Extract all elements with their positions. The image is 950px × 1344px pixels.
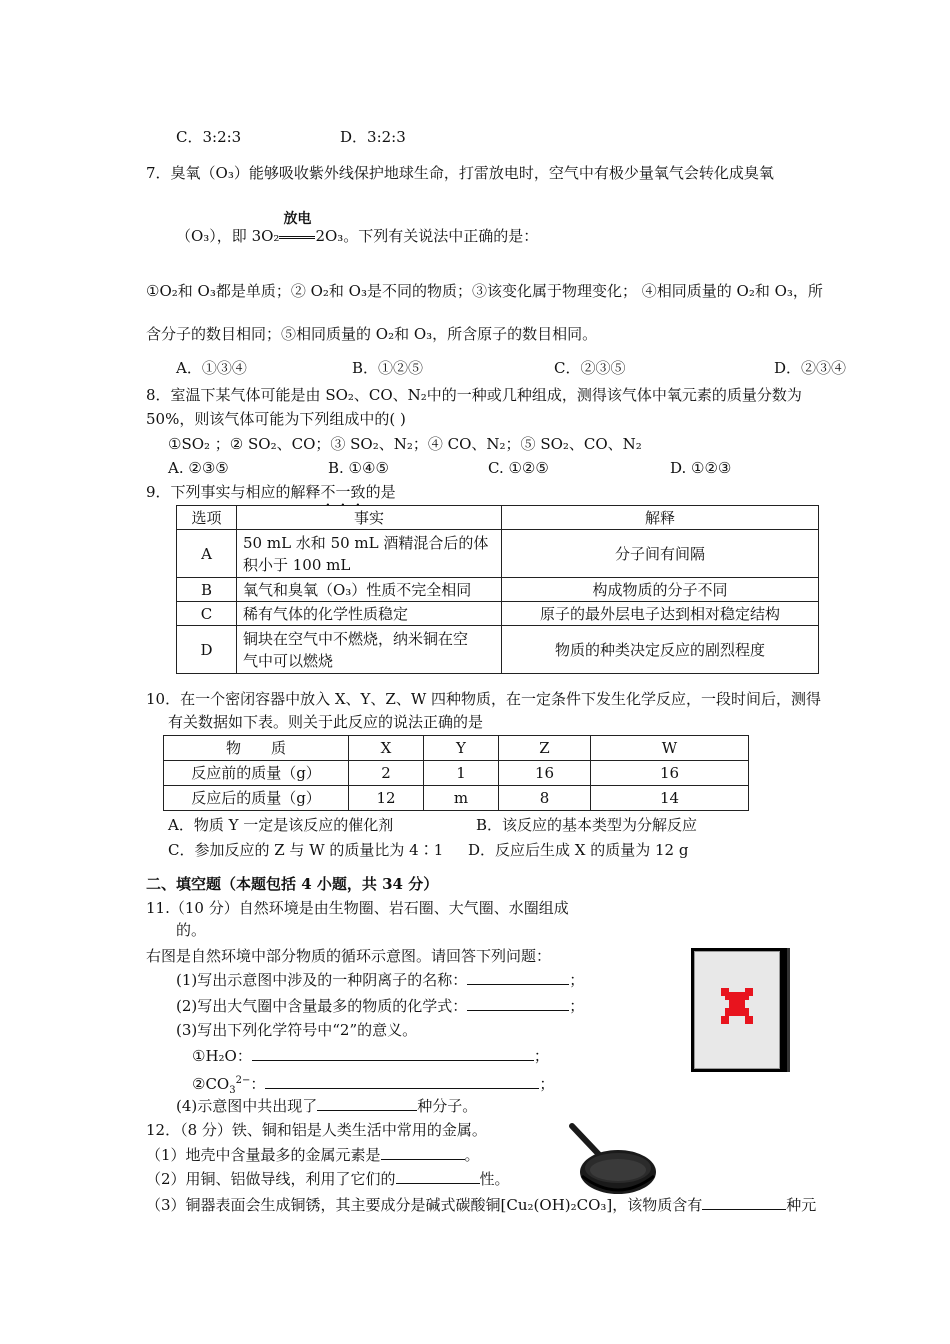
- q10-option-c: C．参加反应的 Z 与 W 的质量比为 4∶1: [168, 841, 444, 859]
- q9-row-c-fact: 稀有气体的化学性质稳定: [237, 602, 502, 626]
- q12-part3-text: （3）铜器表面会生成铜锈，其主要成分是碱式碳酸铜[Cu₂(OH)₂CO₃]，该物质含有: [146, 1196, 703, 1214]
- q8-option-b: B. ①④⑤: [328, 459, 389, 477]
- q11-part1-end: ；: [569, 971, 585, 989]
- q12-part1-blank[interactable]: [381, 1145, 465, 1160]
- q9-row-b-fact: 氧气和臭氧（O₃）性质不完全相同: [237, 578, 502, 602]
- q12-stem: 12．（8 分）铁、铜和铝是人类生活中常用的金属。: [146, 1121, 487, 1139]
- q9-stem-pre: 9．下列事实与相应的解释: [146, 483, 321, 501]
- q12-part3-end: 种元: [786, 1196, 817, 1214]
- table-row: [164, 761, 749, 786]
- q11-part3b-colon: ：: [250, 1075, 266, 1093]
- q10-option-a: A．物质 Y 一定是该反应的催化剂: [168, 816, 394, 834]
- q7-stem-line2: [176, 211, 539, 246]
- q12-part2-text: （2）用铜、铝做导线，利用了它们的: [146, 1170, 396, 1188]
- q8-option-d: D. ①②③: [670, 459, 732, 477]
- q9-table: [176, 505, 819, 674]
- table-cell: 2: [349, 761, 424, 786]
- q9-header-option: 选项: [177, 506, 237, 530]
- q11-part3b-blank[interactable]: [265, 1074, 539, 1089]
- table-cell: 12: [349, 786, 424, 811]
- q7-option-a: A．①③④: [176, 359, 247, 377]
- q10-header-x: X: [349, 736, 424, 761]
- q11-stem-line1: 11.（10 分）自然环境是由生物圈、岩石圈、大气圈、水圈组成: [146, 899, 569, 917]
- q9-row-b-explanation: 构成物质的分子不同: [502, 578, 819, 602]
- q11-part4-end: 种分子。: [417, 1097, 478, 1115]
- q9-row-a-option: A: [177, 530, 237, 578]
- q11-part2-text: (2)写出大气圈中含量最多的物质的化学式：: [176, 997, 468, 1015]
- table-cell: 8: [499, 786, 591, 811]
- frying-pan-image: [566, 1120, 660, 1202]
- q11-part3a-text: ①H₂O：: [192, 1047, 252, 1065]
- q12-part2-blank[interactable]: [396, 1169, 480, 1184]
- q12-part3-blank[interactable]: [702, 1195, 786, 1210]
- q9-row-d-explanation: 物质的种类决定反应的剧烈程度: [502, 626, 819, 674]
- table-cell: 1: [424, 761, 499, 786]
- q11-part3: (3)写出下列化学符号中“2”的意义。: [176, 1021, 418, 1039]
- q9-row-c-explanation: 原子的最外层电子达到相对稳定结构: [502, 602, 819, 626]
- q9-row-d-fact: [237, 626, 502, 674]
- q11-part4-blank[interactable]: [317, 1096, 417, 1111]
- q10-header-substance: 物 质: [164, 736, 349, 761]
- q11-part1: [176, 970, 584, 990]
- q9-row-d-fact-l1: 铜块在空气中不燃烧，纳米铜在空: [243, 629, 469, 648]
- q10-header-y: Y: [424, 736, 499, 761]
- q11-part3b-sub: 3: [229, 1085, 236, 1096]
- broken-image-icon: [691, 948, 790, 1072]
- table-row: [164, 786, 749, 811]
- q11-part3b-end: ；: [539, 1075, 555, 1093]
- q9-header-explanation: 解释: [502, 506, 819, 530]
- q11-part4-text: (4)示意图中共出现了: [176, 1097, 318, 1115]
- q7-statements-line1: ①O₂和 O₃都是单质；② O₂和 O₃是不同的物质；③该变化属于物理变化； ④相同质量的 O₂和 O₃，所: [146, 282, 823, 300]
- q8-stem-line1: 8．室温下某气体可能是由 SO₂、CO、N₂中的一种或几种组成，测得该气体中氧元素的质量分数为: [146, 386, 802, 404]
- q11-part2-end: ；: [569, 997, 585, 1015]
- table-row: [177, 530, 819, 578]
- q7-option-c: C．②③⑤: [554, 359, 626, 377]
- q11-part3b-sup: 2−: [235, 1075, 251, 1086]
- q7-option-d: D．②③④: [774, 359, 847, 377]
- q11-part3a: [192, 1046, 549, 1066]
- q7-equation-left: （O₃），即 3O₂: [176, 227, 280, 245]
- q11-part2: [176, 996, 584, 1016]
- q11-stem-line2: 的。: [176, 921, 207, 939]
- q9-row-a-fact-l1: 50 mL 水和 50 mL 酒精混合后的体: [243, 533, 489, 552]
- q10-header-z: Z: [499, 736, 591, 761]
- q9-row-d-fact-l2: 气中可以燃烧: [243, 651, 334, 670]
- q12-part1-text: （1）地壳中含量最多的金属元素是: [146, 1146, 381, 1164]
- q8-option-c: C. ①②⑤: [488, 459, 549, 477]
- q6-option-c: C．3:2:3: [176, 128, 242, 146]
- q12-part1-end: 。: [464, 1146, 480, 1164]
- q9-row-a-explanation: 分子间有间隔: [502, 530, 819, 578]
- q8-option-a: A. ②③⑤: [168, 459, 229, 477]
- table-cell: 反应后的质量（g）: [164, 786, 349, 811]
- q11-part4: [176, 1096, 477, 1116]
- q12-part2-end: 性。: [479, 1170, 510, 1188]
- table-row: [177, 626, 819, 674]
- section-heading: 二、填空题（本题包括 4 小题，共 34 分）: [146, 875, 439, 893]
- q7-stem-line1: 7．臭氧（O₃）能够吸收紫外线保护地球生命，打雷放电时，空气中有极少量氧气会转化成臭氧: [146, 164, 774, 182]
- q9-emphasis: 不一致: [320, 483, 366, 501]
- q11-part3a-end: ；: [533, 1047, 549, 1065]
- reaction-condition: 放电: [283, 211, 312, 227]
- q11-stem-line3: 右图是自然环境中部分物质的循环示意图。请回答下列问题：: [146, 947, 552, 965]
- table-row: [177, 578, 819, 602]
- q9-row-b-option: B: [177, 578, 237, 602]
- q10-header-w: W: [591, 736, 749, 761]
- q11-part3a-blank[interactable]: [252, 1046, 534, 1061]
- q7-equation-right: 2O₃。下列有关说法中正确的是：: [315, 227, 539, 245]
- table-cell: 16: [591, 761, 749, 786]
- q12-part1: [146, 1145, 480, 1165]
- table-cell: 16: [499, 761, 591, 786]
- q7-statements-line2: 含分子的数目相同；⑤相同质量的 O₂和 O₃，所含原子的数目相同。: [146, 325, 598, 343]
- q10-option-b: B．该反应的基本类型为分解反应: [476, 816, 698, 834]
- table-cell: 反应前的质量（g）: [164, 761, 349, 786]
- q8-combinations: ①SO₂ ；② SO₂、CO；③ SO₂、N₂；④ CO、N₂；⑤ SO₂、CO、N₂: [168, 435, 642, 453]
- q9-stem-post: 的是: [365, 483, 396, 501]
- q9-row-a-fact: [237, 530, 502, 578]
- q7-option-b: B．①②⑤: [352, 359, 424, 377]
- q9-row-d-option: D: [177, 626, 237, 674]
- q11-part1-blank[interactable]: [467, 970, 569, 985]
- q9-row-c-option: C: [177, 602, 237, 626]
- q10-stem-line1: 10．在一个密闭容器中放入 X、Y、Z、W 四种物质，在一定条件下发生化学反应，一段时间后，测得: [146, 690, 822, 708]
- q9-row-a-fact-l2: 积小于 100 mL: [243, 555, 351, 574]
- q12-part3: [146, 1195, 816, 1215]
- q11-part1-text: (1)写出示意图中涉及的一种阴离子的名称：: [176, 971, 468, 989]
- q11-part2-blank[interactable]: [467, 996, 569, 1011]
- q8-stem-line2: 50%，则该气体可能为下列组成中的( ): [146, 410, 406, 428]
- q9-header-fact: 事实: [237, 506, 502, 530]
- q11-part3b-formula: ②CO: [192, 1075, 230, 1093]
- q6-option-d: D．3:2:3: [340, 128, 406, 146]
- q10-option-d: D．反应后生成 X 的质量为 12 g: [468, 841, 689, 859]
- reaction-arrow: [279, 211, 315, 246]
- table-row: [177, 602, 819, 626]
- table-cell: m: [424, 786, 499, 811]
- q12-part2: [146, 1169, 510, 1189]
- cross-icon: [695, 952, 779, 1068]
- q10-stem-line2: 有关数据如下表。则关于此反应的说法正确的是: [168, 713, 484, 731]
- q10-table: [163, 735, 749, 811]
- table-cell: 14: [591, 786, 749, 811]
